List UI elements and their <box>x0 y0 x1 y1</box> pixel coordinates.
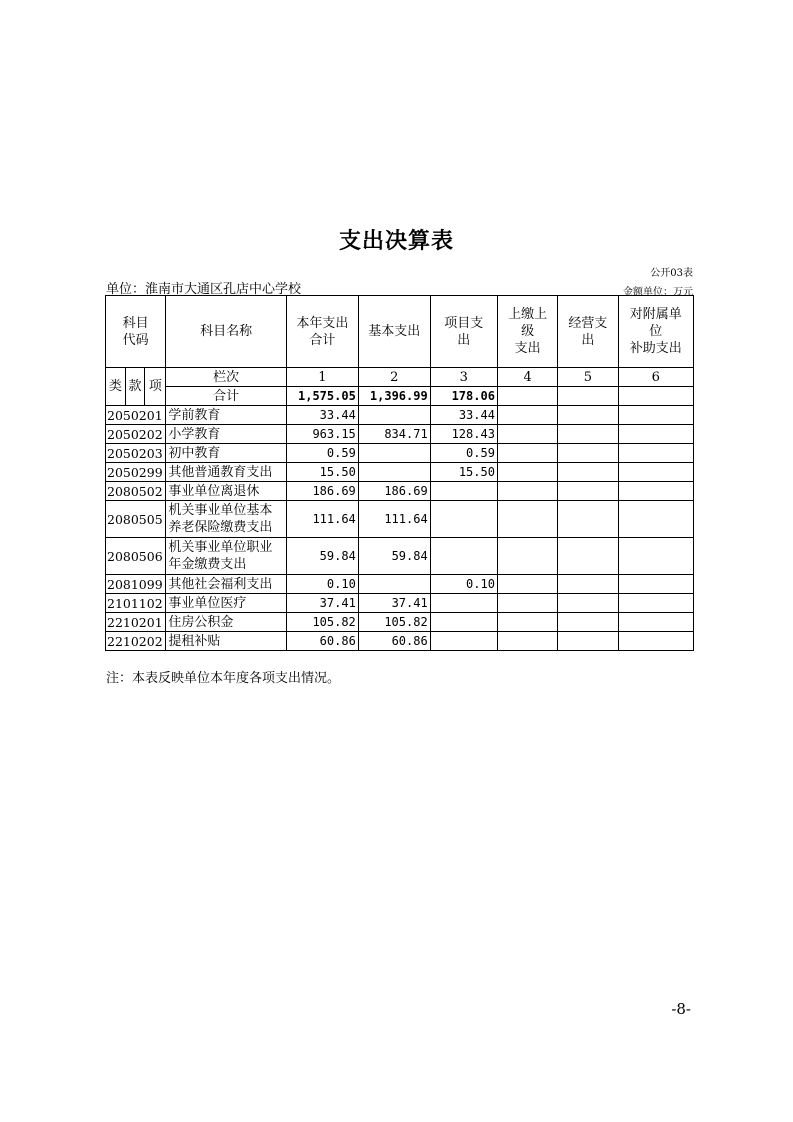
col-index-2: 2 <box>358 368 430 387</box>
row-code: 2080506 <box>106 538 166 575</box>
row-basic: 186.69 <box>358 482 430 501</box>
row-project: 15.50 <box>430 463 497 482</box>
row-total: 0.10 <box>286 575 358 594</box>
row-code: 2101102 <box>106 594 166 613</box>
row-operating <box>558 613 618 632</box>
header-project: 项目支 出 <box>430 296 497 368</box>
col-index-5: 5 <box>558 368 618 387</box>
row-project: 33.44 <box>430 406 497 425</box>
row-name: 其他普通教育支出 <box>166 463 287 482</box>
total-total: 1,575.05 <box>286 387 358 406</box>
row-upper <box>497 463 557 482</box>
row-total: 111.64 <box>286 501 358 538</box>
row-code: 2210202 <box>106 632 166 651</box>
row-project <box>430 482 497 501</box>
col-index-1: 1 <box>286 368 358 387</box>
table-row <box>106 444 694 463</box>
row-code: 2080505 <box>106 501 166 538</box>
row-project <box>430 594 497 613</box>
row-operating <box>558 538 618 575</box>
row-total: 60.86 <box>286 632 358 651</box>
header-code: 科目 代码 <box>106 296 166 368</box>
row-subsidy <box>618 575 693 594</box>
row-upper <box>497 594 557 613</box>
row-operating <box>558 444 618 463</box>
total-label: 合计 <box>166 387 287 406</box>
row-basic <box>358 406 430 425</box>
row-operating <box>558 575 618 594</box>
table-row <box>106 594 694 613</box>
row-subsidy <box>618 613 693 632</box>
col-index-4: 4 <box>497 368 557 387</box>
row-project: 0.10 <box>430 575 497 594</box>
row-operating <box>558 425 618 444</box>
row-basic <box>358 463 430 482</box>
row-subsidy <box>618 594 693 613</box>
header-basic: 基本支出 <box>358 296 430 368</box>
row-code: 2050201 <box>106 406 166 425</box>
row-name: 初中教育 <box>166 444 287 463</box>
row-operating <box>558 406 618 425</box>
row-subsidy <box>618 425 693 444</box>
row-upper <box>497 501 557 538</box>
row-subsidy <box>618 632 693 651</box>
row-name: 住房公积金 <box>166 613 287 632</box>
unit-label: 单位：淮南市大通区孔店中心学校 <box>106 282 302 297</box>
row-operating <box>558 482 618 501</box>
row-total: 59.84 <box>286 538 358 575</box>
row-upper <box>497 538 557 575</box>
table-row <box>106 575 694 594</box>
row-basic: 834.71 <box>358 425 430 444</box>
row-total: 15.50 <box>286 463 358 482</box>
row-subsidy <box>618 406 693 425</box>
row-name: 提租补贴 <box>166 632 287 651</box>
row-basic: 59.84 <box>358 538 430 575</box>
table-row <box>106 538 694 575</box>
total-operating <box>558 387 618 406</box>
row-basic: 60.86 <box>358 632 430 651</box>
row-name: 事业单位离退休 <box>166 482 287 501</box>
row-code: 2210201 <box>106 613 166 632</box>
row-project <box>430 538 497 575</box>
row-code: 2050299 <box>106 463 166 482</box>
row-operating <box>558 501 618 538</box>
table-row <box>106 501 694 538</box>
total-basic: 1,396.99 <box>358 387 430 406</box>
page-title: 支出决算表 <box>338 229 454 254</box>
row-total: 37.41 <box>286 594 358 613</box>
row-upper <box>497 444 557 463</box>
row-upper <box>497 575 557 594</box>
amount-unit-label: 金额单位：万元 <box>623 287 693 298</box>
row-operating <box>558 594 618 613</box>
header-subsidy: 对附属单 位 补助支出 <box>618 296 693 368</box>
row-name: 事业单位医疗 <box>166 594 287 613</box>
row-code: 2080502 <box>106 482 166 501</box>
row-upper <box>497 482 557 501</box>
row-code: 2081099 <box>106 575 166 594</box>
total-row <box>106 387 694 406</box>
row-total: 963.15 <box>286 425 358 444</box>
total-subsidy <box>618 387 693 406</box>
row-upper <box>497 613 557 632</box>
header-upper: 上缴上 级 支出 <box>497 296 557 368</box>
row-upper <box>497 406 557 425</box>
table-row <box>106 425 694 444</box>
row-upper <box>497 425 557 444</box>
row-total: 186.69 <box>286 482 358 501</box>
row-name: 学前教育 <box>166 406 287 425</box>
total-project: 178.06 <box>430 387 497 406</box>
row-basic <box>358 444 430 463</box>
table-row <box>106 463 694 482</box>
header-operating: 经营支 出 <box>558 296 618 368</box>
row-basic: 111.64 <box>358 501 430 538</box>
row-code: 2050202 <box>106 425 166 444</box>
row-subsidy <box>618 444 693 463</box>
row-upper <box>497 632 557 651</box>
row-subsidy <box>618 463 693 482</box>
page-number: -8- <box>671 1000 691 1018</box>
row-subsidy <box>618 482 693 501</box>
row-project <box>430 613 497 632</box>
header-name: 科目名称 <box>166 296 287 368</box>
row-basic: 37.41 <box>358 594 430 613</box>
total-upper <box>497 387 557 406</box>
header-lei: 类 <box>106 368 126 406</box>
row-project <box>430 501 497 538</box>
row-total: 105.82 <box>286 613 358 632</box>
row-name: 机关事业单位基本养老保险缴费支出 <box>166 501 287 538</box>
header-total: 本年支出 合计 <box>286 296 358 368</box>
row-basic: 105.82 <box>358 613 430 632</box>
table-row <box>106 406 694 425</box>
row-project: 128.43 <box>430 425 497 444</box>
row-operating <box>558 632 618 651</box>
header-lanci: 栏次 <box>166 368 287 387</box>
table-row <box>106 613 694 632</box>
header-xiang: 项 <box>145 368 166 406</box>
header-kuan: 款 <box>125 368 145 406</box>
col-index-3: 3 <box>430 368 497 387</box>
row-subsidy <box>618 501 693 538</box>
row-name: 机关事业单位职业年金缴费支出 <box>166 538 287 575</box>
row-basic <box>358 575 430 594</box>
form-number: 公开03表 <box>650 268 693 279</box>
row-total: 33.44 <box>286 406 358 425</box>
row-code: 2050203 <box>106 444 166 463</box>
row-subsidy <box>618 538 693 575</box>
row-total: 0.59 <box>286 444 358 463</box>
table-row <box>106 482 694 501</box>
row-project <box>430 632 497 651</box>
table-row <box>106 632 694 651</box>
col-index-6: 6 <box>618 368 693 387</box>
expenditure-table <box>105 295 694 651</box>
row-project: 0.59 <box>430 444 497 463</box>
row-operating <box>558 463 618 482</box>
table-note: 注：本表反映单位本年度各项支出情况。 <box>106 671 341 686</box>
row-name: 小学教育 <box>166 425 287 444</box>
row-name: 其他社会福利支出 <box>166 575 287 594</box>
